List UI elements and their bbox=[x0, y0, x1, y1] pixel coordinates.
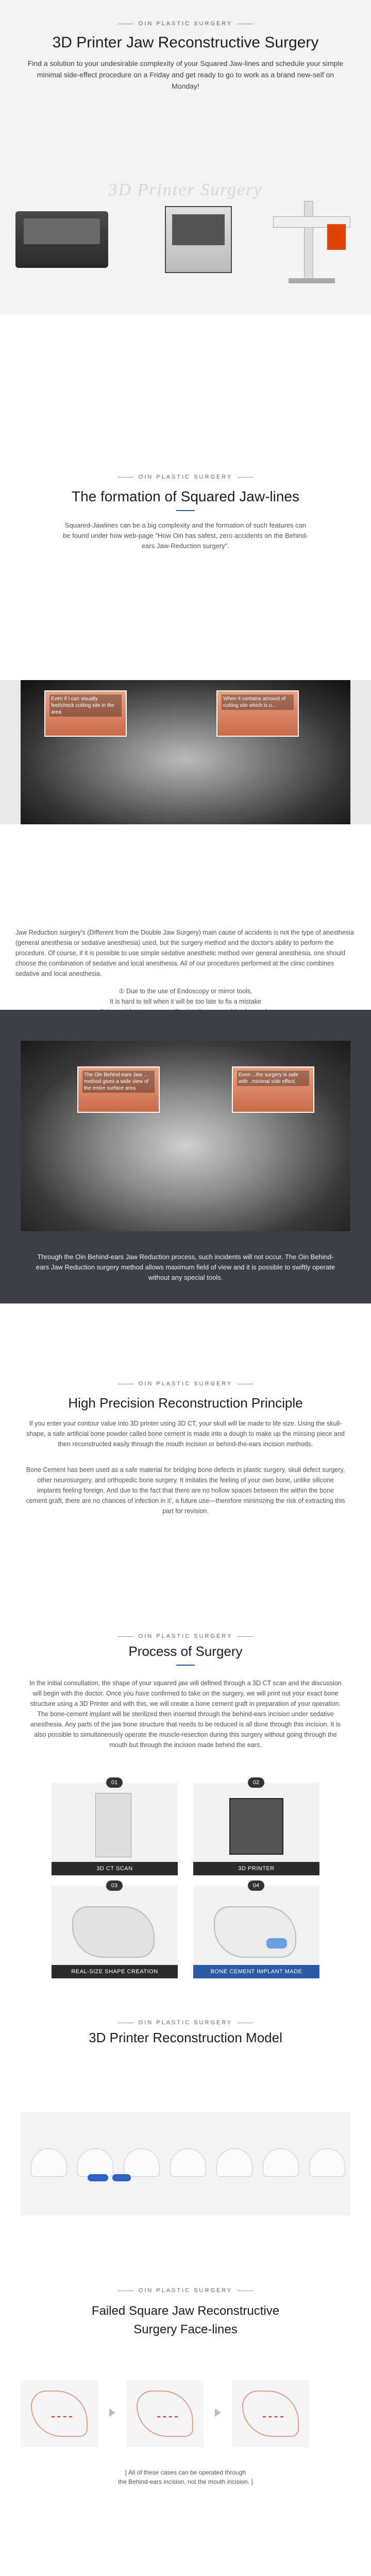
section-title: High Precision Reconstruction Principle bbox=[68, 1395, 303, 1411]
step-label: 3D PRINTER bbox=[193, 1862, 319, 1875]
inset-caption: When it contains amount of cutting site which is o... bbox=[222, 694, 294, 710]
3d-printer-image bbox=[229, 1798, 283, 1855]
note-line: [ All of these cases can be operated through bbox=[125, 2469, 246, 2476]
hero-watermark: 3D Printer Surgery bbox=[108, 180, 263, 199]
section-tag: OIN PLASTIC SURGERY bbox=[0, 2020, 371, 2026]
surgery-photo-inset bbox=[44, 690, 127, 737]
explanation-text: Jaw Reduction surgery's (Different from the Double Jaw Surgery) main cause of accidents is not the type of anesthesia (general anesthesia or sedative anesthesia) used, but the surgery method and the doctor's ability to perform the procedure. Of course, if it is possible to use simple sedative anesthetic method over general anesthesia, one should choose the combination of sedative and local anesthesia. All of our procedures performed at the clinic combines sedative and local anesthesia. bbox=[15, 929, 354, 977]
industrial-printer-image bbox=[15, 211, 108, 268]
reconstruction-models-image bbox=[21, 2112, 350, 2215]
section-tag: OIN PLASTIC SURGERY bbox=[0, 21, 371, 27]
section-title: Process of Surgery bbox=[128, 1643, 243, 1659]
step-label: BONE CEMENT IMPLANT MADE bbox=[193, 1965, 319, 1978]
inset-caption: The Oin Behind-ears Jaw ... method gives a wide view of the entire surface area bbox=[82, 1071, 155, 1093]
hero-description: Find a solution to your undesirable complexity of your Squared Jaw-lines and schedule your simple minimal side-effect procedure on a Friday and get ready to go to work as a brand new-self on Monday! bbox=[27, 59, 344, 90]
surgery-photo-inset bbox=[77, 1066, 160, 1113]
list-item: ① Due to the use of Endoscopy or mirror tools, bbox=[119, 988, 252, 995]
dark-xray-section bbox=[0, 1010, 371, 1303]
precision-text: If you enter your contour value into 3D printer using 3D CT, your skull will be made to life size. Using the skull-shape, a safe artificial bone powder called bone cement is made into a dough to make up the missing piece and then reconstructed easily through the mouth incision or behind-the-ears incision methods. bbox=[26, 1420, 345, 1448]
step-number: 01 bbox=[106, 1777, 123, 1788]
title-underline bbox=[176, 1665, 195, 1666]
section-tag: OIN PLASTIC SURGERY bbox=[0, 1381, 371, 1387]
step-label: 3D CT SCAN bbox=[52, 1862, 178, 1875]
note-line: the Behind-ears incision, not the mouth incision. ] bbox=[118, 2478, 253, 2485]
face-line-diagrams bbox=[21, 2380, 350, 2452]
process-steps bbox=[52, 1780, 319, 1978]
section-tag: OIN PLASTIC SURGERY bbox=[0, 1633, 371, 1639]
formation-description: Squared-Jawlines can be a big complexity and the formation of such features can be found under how web-page "How Oin has safest, zero accidents on the Behind-ears Jaw-Reduction surgery". bbox=[63, 521, 308, 550]
process-step bbox=[52, 1780, 178, 1875]
title-line: Surgery Face-lines bbox=[133, 2323, 238, 2336]
step-number: 02 bbox=[248, 1777, 264, 1788]
model-section bbox=[0, 2020, 371, 2046]
ct-scanner-image bbox=[95, 1793, 131, 1857]
section-title: 3D Printer Reconstruction Model bbox=[89, 2030, 282, 2045]
face-diagram bbox=[21, 2380, 98, 2447]
face-diagram bbox=[232, 2380, 309, 2447]
xray-section bbox=[0, 680, 371, 824]
surgery-photo-inset bbox=[232, 1066, 314, 1113]
precision-text: Bone Cement has been used as a safe material for bridging bone defects in plastic surgery, skull defect surgery, other neurosurgery, and orthopedic bone surgery. It imitates the feeling of your own bone, unlike silicone implants feeling foreign. And due to the fact that there are no hollow spaces between the within the bone cement graft, there are no chances of infection in it', a future use—therefore minimizing the risk of extracting this part for revision. bbox=[26, 1466, 345, 1515]
process-text: In the initial consultation, the shape of your squared jaw will defined through a 3D CT scan and the discussion will begin with the doctor. Once you have confirmed to take on the surgery, we will print out your exact bone structure using a 3D Printer and with this, we will create a bone cement graft in preparation of your operation. The bone-cement implant will be sterilized then inserted through the behind-ears incision under sedative anesthesia. Any parts of the jaw bone structure that needs to be reduced is all done through this incision. It is also possible to simultaneously operate the muscle-resection during this surgery without going through the mouth but through the incision made behind the ears. bbox=[29, 1680, 342, 1749]
process-section bbox=[0, 1633, 371, 1975]
list-item: It is hard to tell when it will be too late to fix a mistake bbox=[110, 998, 261, 1005]
process-step bbox=[193, 1780, 319, 1875]
section-tag: OIN PLASTIC SURGERY bbox=[0, 474, 371, 480]
arrow-right-icon bbox=[109, 2409, 115, 2417]
section-tag: OIN PLASTIC SURGERY bbox=[0, 2287, 371, 2294]
failed-note bbox=[0, 2468, 371, 2486]
inset-caption: Even if I can visually feel/check cutting site in the area bbox=[49, 694, 122, 717]
formation-heading bbox=[0, 474, 371, 551]
step-label: REAL-SIZE SHAPE CREATION bbox=[52, 1965, 178, 1978]
formation-section bbox=[0, 314, 371, 562]
hero-section bbox=[0, 0, 371, 314]
jaw-implant-image bbox=[214, 1906, 296, 1958]
hero-heading bbox=[0, 21, 371, 92]
failed-cases-section bbox=[0, 2287, 371, 2485]
hero-machines-image bbox=[15, 201, 356, 289]
3d-printer-image bbox=[165, 206, 232, 273]
ct-scanner-image bbox=[258, 201, 361, 283]
inset-caption: Even ...the surgery is safe with ..minimal side effect. bbox=[237, 1071, 309, 1086]
section-title: The formation of Squared Jaw-lines bbox=[72, 488, 299, 504]
precision-section bbox=[0, 1381, 371, 1516]
face-diagram bbox=[126, 2380, 204, 2447]
surgery-photo-inset bbox=[216, 690, 299, 737]
process-step bbox=[193, 1883, 319, 1978]
process-step bbox=[52, 1883, 178, 1978]
dark-caption: Through the Oin Behind-ears Jaw Reduction process, such incidents will not occur. The Oin Behind-ears Jaw Reduction surgery method allows maximum field of view and it is possible to swiftly operate without any special tools. bbox=[36, 1253, 335, 1281]
jaw-model-image bbox=[72, 1906, 155, 1958]
page-title: 3D Printer Jaw Reconstructive Surgery bbox=[52, 34, 319, 51]
title-line: Failed Square Jaw Reconstructive bbox=[91, 2304, 280, 2318]
step-number: 04 bbox=[248, 1880, 264, 1891]
arrow-right-icon bbox=[215, 2409, 221, 2417]
title-underline bbox=[176, 510, 195, 511]
section-title bbox=[0, 2302, 371, 2339]
step-number: 03 bbox=[106, 1880, 123, 1891]
